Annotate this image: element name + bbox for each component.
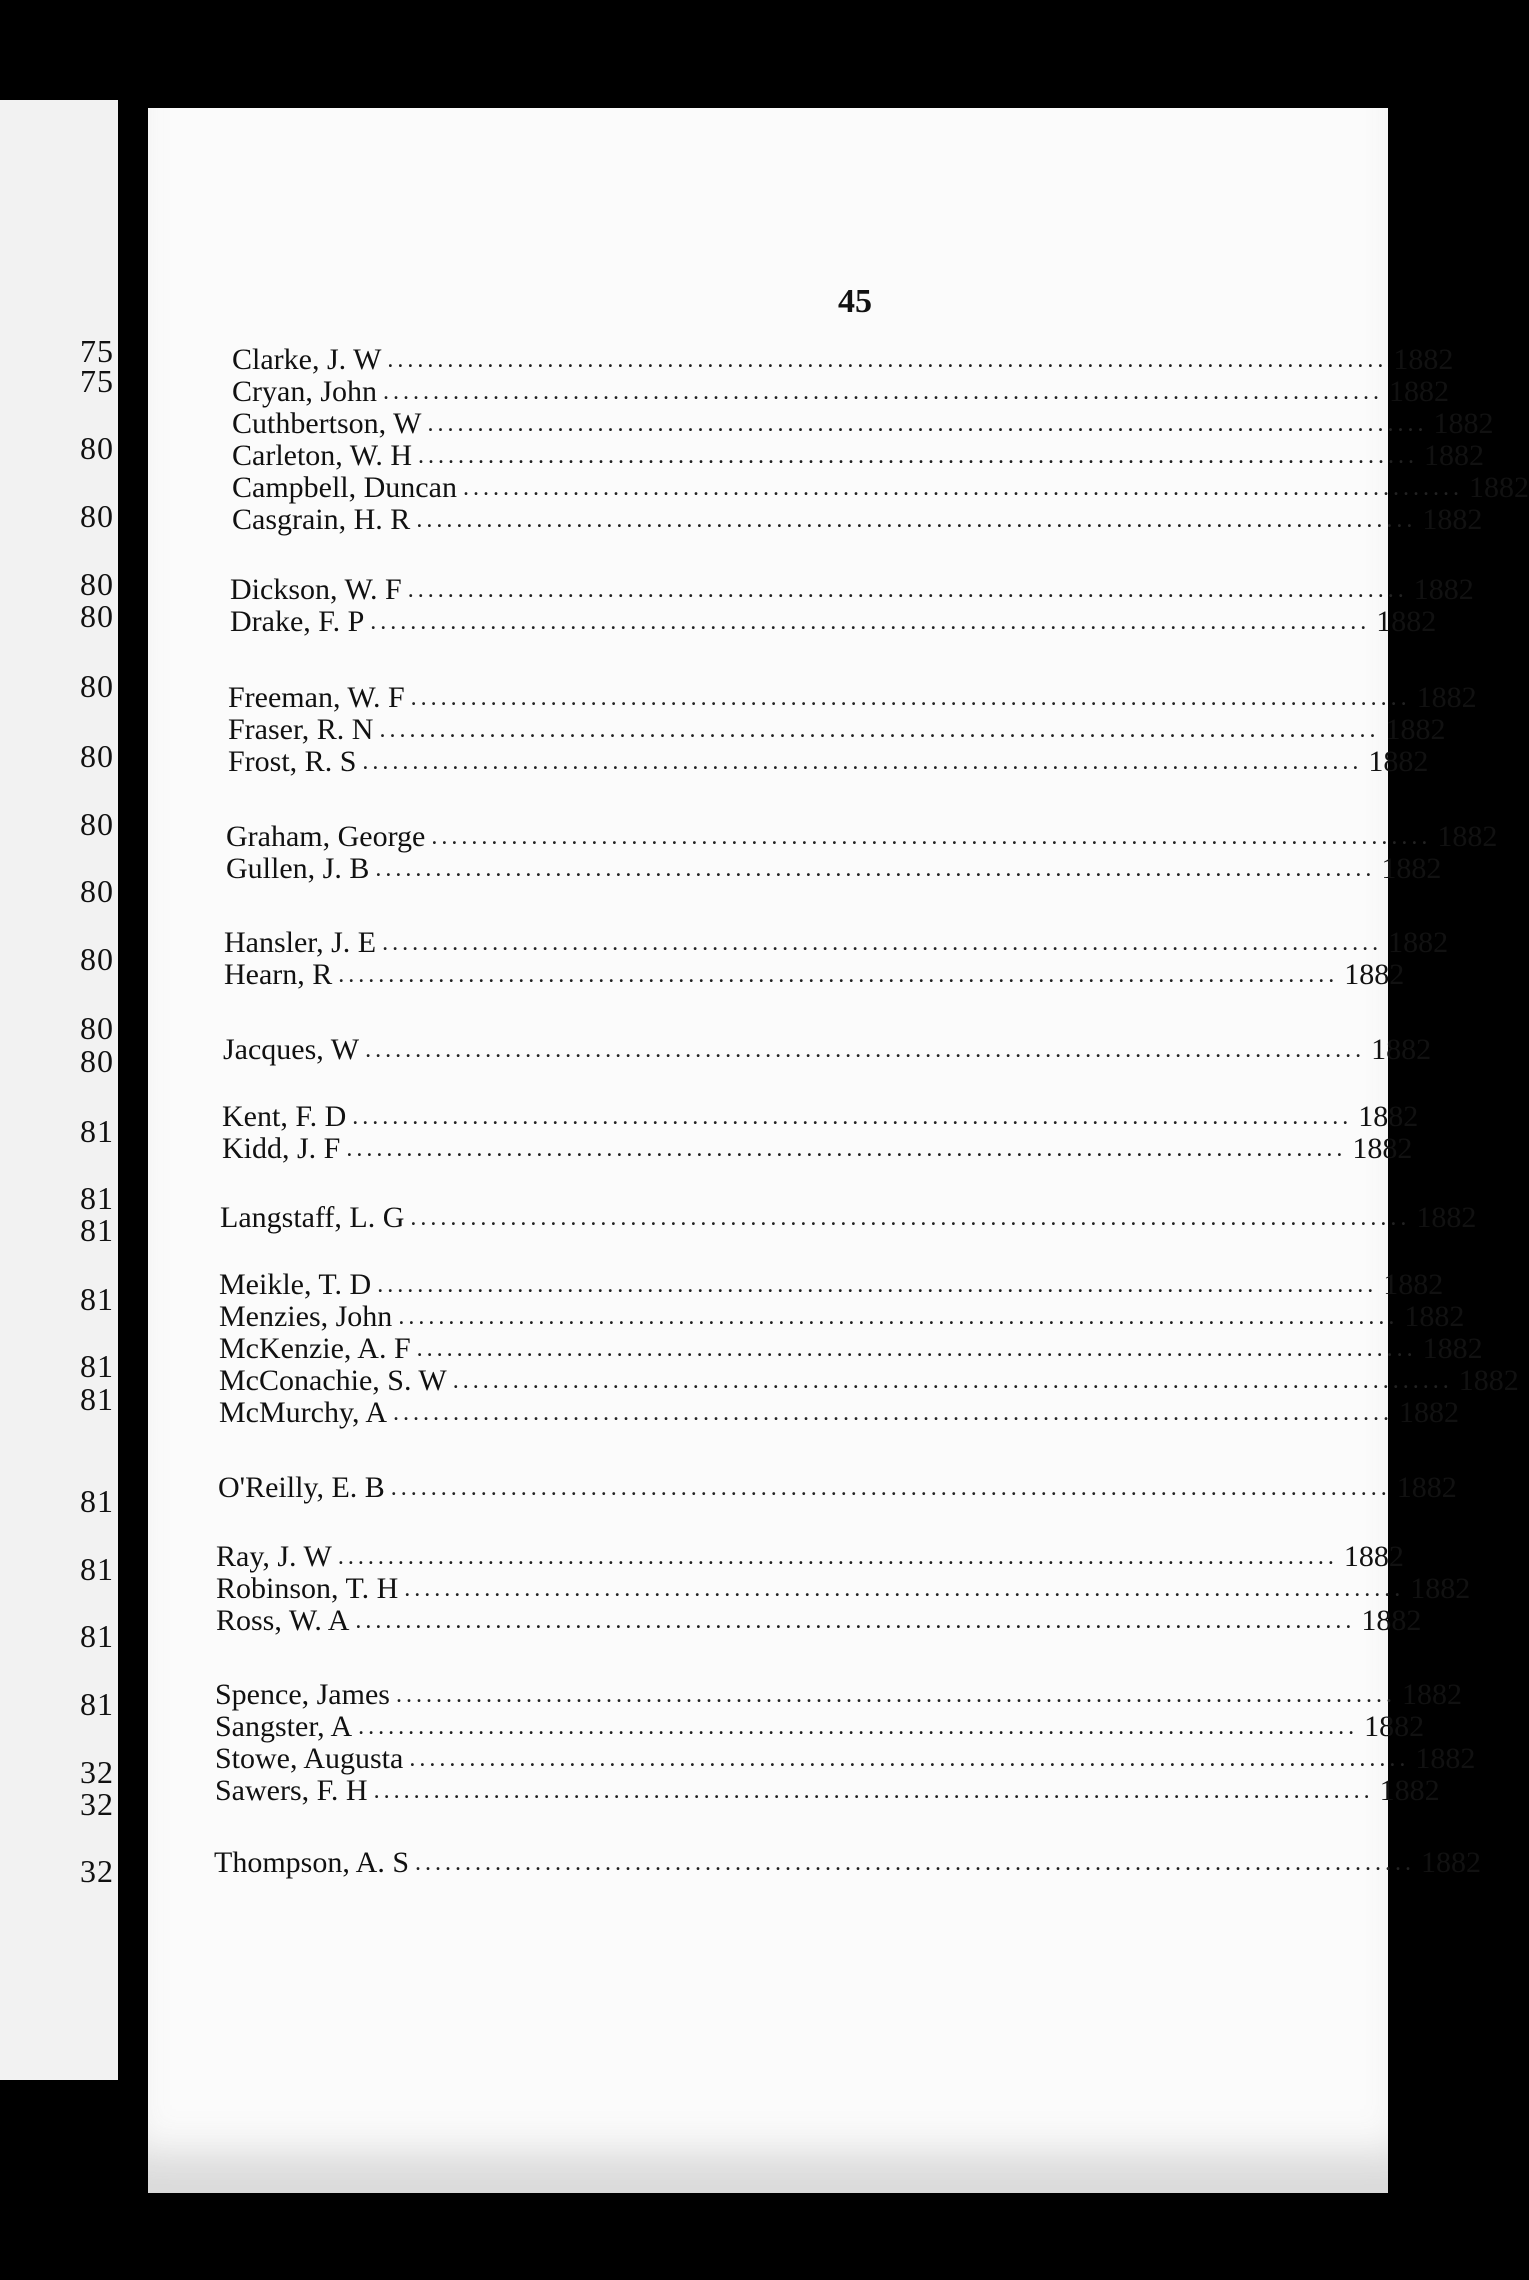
entry-name: Robinson, T. H bbox=[216, 1572, 399, 1605]
list-item bbox=[216, 1604, 1422, 1638]
dot-leader: .................................................................................................... bbox=[387, 347, 1388, 373]
list-item bbox=[220, 1201, 1477, 1235]
left-fragment: 81 bbox=[80, 1381, 114, 1417]
left-fragment: 80 bbox=[80, 941, 114, 977]
dot-leader: .................................................................................................... bbox=[370, 609, 1371, 635]
list-item bbox=[224, 958, 1405, 992]
entry-name: McConachie, S. W bbox=[219, 1364, 447, 1397]
entry-name: Freeman, W. F bbox=[228, 681, 405, 714]
left-fragment: 80 bbox=[80, 668, 114, 704]
entry-year: 1882 bbox=[1388, 926, 1449, 959]
entry-year: 1882 bbox=[1344, 958, 1405, 991]
entry-name: McMurchy, A bbox=[219, 1396, 388, 1429]
dot-leader: .................................................................................................... bbox=[462, 475, 1463, 501]
entry-name: Ray, J. W bbox=[216, 1540, 332, 1573]
entry-name: Menzies, John bbox=[219, 1300, 393, 1333]
entry-name: Cuthbertson, W bbox=[232, 407, 422, 440]
dot-leader: .................................................................................................... bbox=[452, 1368, 1453, 1394]
entry-name: Casgrain, H. R bbox=[232, 503, 411, 536]
dot-leader: .................................................................................................... bbox=[398, 1304, 1399, 1330]
list-item bbox=[223, 1033, 1432, 1067]
entry-name: Ross, W. A bbox=[216, 1604, 350, 1637]
dot-leader: .................................................................................................... bbox=[416, 507, 1417, 533]
list-item bbox=[215, 1710, 1425, 1744]
entry-year: 1882 bbox=[1421, 1846, 1482, 1879]
entry-year: 1882 bbox=[1352, 1132, 1413, 1165]
left-fragment: 81 bbox=[80, 1180, 114, 1216]
entry-year: 1882 bbox=[1379, 1774, 1440, 1807]
entry-year: 1882 bbox=[1433, 407, 1494, 440]
dot-leader: .................................................................................................... bbox=[337, 1544, 1338, 1570]
left-fragment: 32 bbox=[80, 1786, 114, 1822]
left-fragment: 81 bbox=[80, 1618, 114, 1654]
entry-name: Meikle, T. D bbox=[219, 1268, 372, 1301]
entry-name: Frost, R. S bbox=[228, 745, 357, 778]
dot-leader: .................................................................................................... bbox=[395, 1682, 1396, 1708]
entry-year: 1882 bbox=[1393, 343, 1454, 376]
dot-leader: .................................................................................................... bbox=[404, 1576, 1405, 1602]
list-item bbox=[232, 439, 1484, 473]
entry-year: 1882 bbox=[1401, 1678, 1462, 1711]
dot-leader: .................................................................................................... bbox=[346, 1136, 1347, 1162]
entry-year: 1882 bbox=[1437, 820, 1498, 853]
dot-leader: .................................................................................................... bbox=[393, 1400, 1394, 1426]
entry-year: 1882 bbox=[1364, 1710, 1425, 1743]
dot-leader: .................................................................................................... bbox=[415, 1850, 1416, 1876]
left-fragment: 81 bbox=[80, 1483, 114, 1519]
list-item bbox=[232, 343, 1454, 377]
list-item bbox=[230, 573, 1474, 607]
entry-year: 1882 bbox=[1416, 1201, 1477, 1234]
entry-year: 1882 bbox=[1358, 1100, 1419, 1133]
dot-leader: .................................................................................................... bbox=[410, 685, 1411, 711]
dot-leader: .................................................................................................... bbox=[382, 930, 1383, 956]
entry-year: 1882 bbox=[1396, 1471, 1457, 1504]
entry-year: 1882 bbox=[1413, 573, 1474, 606]
list-item bbox=[222, 1132, 1413, 1166]
list-item bbox=[226, 820, 1498, 854]
left-fragment: 80 bbox=[80, 566, 114, 602]
left-fragment: 80 bbox=[80, 738, 114, 774]
entry-year: 1882 bbox=[1404, 1300, 1465, 1333]
entry-year: 1882 bbox=[1368, 745, 1429, 778]
list-item bbox=[224, 926, 1449, 960]
entry-name: Kidd, J. F bbox=[222, 1132, 341, 1165]
left-fragment: 81 bbox=[80, 1686, 114, 1722]
entry-name: O'Reilly, E. B bbox=[218, 1471, 385, 1504]
list-item bbox=[215, 1742, 1476, 1776]
entry-name: Hansler, J. E bbox=[224, 926, 377, 959]
left-fragment: 80 bbox=[80, 873, 114, 909]
entry-year: 1882 bbox=[1381, 852, 1442, 885]
entry-year: 1882 bbox=[1343, 1540, 1404, 1573]
list-item bbox=[226, 852, 1442, 886]
dot-leader: .................................................................................................... bbox=[409, 1746, 1410, 1772]
dot-leader: .................................................................................................... bbox=[416, 1336, 1417, 1362]
entry-name: Langstaff, L. G bbox=[220, 1201, 405, 1234]
dot-leader: .................................................................................................... bbox=[358, 1714, 1359, 1740]
left-fragment: 81 bbox=[80, 1113, 114, 1149]
previous-page-fragment bbox=[0, 100, 118, 2080]
entry-name: Fraser, R. N bbox=[228, 713, 374, 746]
entry-year: 1882 bbox=[1389, 375, 1449, 408]
entry-name: Thompson, A. S bbox=[214, 1846, 410, 1879]
left-fragment: 80 bbox=[80, 806, 114, 842]
list-item bbox=[215, 1678, 1462, 1712]
left-fragment: 80 bbox=[80, 598, 114, 634]
left-fragment: 81 bbox=[80, 1551, 114, 1587]
dot-leader: .................................................................................................... bbox=[338, 962, 1339, 988]
left-fragment: 80 bbox=[80, 1043, 114, 1079]
list-item bbox=[219, 1332, 1483, 1366]
entry-name: Dickson, W. F bbox=[230, 573, 402, 606]
entry-year: 1882 bbox=[1422, 503, 1483, 536]
entry-year: 1882 bbox=[1458, 1364, 1519, 1397]
document-page bbox=[148, 108, 1529, 2193]
dot-leader: .................................................................................................... bbox=[373, 1778, 1374, 1804]
left-fragment: 81 bbox=[80, 1281, 114, 1317]
entry-name: Kent, F. D bbox=[222, 1100, 347, 1133]
entry-year: 1882 bbox=[1424, 439, 1484, 472]
left-fragment: 32 bbox=[80, 1754, 114, 1790]
entry-name: Campbell, Duncan bbox=[232, 471, 457, 504]
left-fragment: 80 bbox=[80, 498, 114, 534]
entry-year: 1882 bbox=[1468, 471, 1529, 504]
entry-year: 1882 bbox=[1415, 1742, 1476, 1775]
left-fragment: 75 bbox=[80, 363, 114, 399]
entry-year: 1882 bbox=[1422, 1332, 1483, 1365]
list-item bbox=[228, 681, 1477, 715]
left-fragment: 81 bbox=[80, 1212, 114, 1248]
entry-name: Cryan, John bbox=[232, 375, 377, 408]
list-item bbox=[228, 713, 1446, 747]
list-item bbox=[214, 1846, 1482, 1880]
entry-name: Hearn, R bbox=[224, 958, 333, 991]
entry-year: 1882 bbox=[1361, 1604, 1422, 1637]
left-fragment: 32 bbox=[80, 1853, 114, 1889]
list-item bbox=[219, 1364, 1519, 1398]
list-item bbox=[222, 1100, 1419, 1134]
dot-leader: .................................................................................................... bbox=[407, 577, 1408, 603]
entry-name: Sangster, A bbox=[215, 1710, 353, 1743]
list-item bbox=[228, 745, 1429, 779]
left-fragment: 80 bbox=[80, 430, 114, 466]
page-number: 45 bbox=[838, 283, 872, 320]
dot-leader: .................................................................................................... bbox=[431, 824, 1432, 850]
dot-leader: .................................................................................................... bbox=[410, 1205, 1411, 1231]
dot-leader: .................................................................................................... bbox=[377, 1272, 1378, 1298]
list-item bbox=[230, 605, 1437, 639]
dot-leader: .................................................................................................... bbox=[375, 856, 1376, 882]
dot-leader: .................................................................................................... bbox=[365, 1037, 1366, 1063]
list-item bbox=[216, 1572, 1471, 1606]
left-fragment: 81 bbox=[80, 1348, 114, 1384]
list-item bbox=[219, 1300, 1465, 1334]
list-item bbox=[232, 407, 1494, 441]
left-fragment: 75 bbox=[80, 333, 114, 369]
entry-year: 1882 bbox=[1416, 681, 1477, 714]
entry-name: Clarke, J. W bbox=[232, 343, 382, 376]
entry-year: 1882 bbox=[1410, 1572, 1471, 1605]
entry-year: 1882 bbox=[1371, 1033, 1432, 1066]
list-item bbox=[216, 1540, 1404, 1574]
list-item bbox=[215, 1774, 1440, 1808]
dot-leader: .................................................................................................... bbox=[355, 1608, 1356, 1634]
entry-year: 1882 bbox=[1385, 713, 1446, 746]
dot-leader: .................................................................................................... bbox=[379, 717, 1380, 743]
list-item bbox=[219, 1268, 1444, 1302]
dot-leader: .................................................................................................... bbox=[362, 749, 1363, 775]
dot-leader: .................................................................................................... bbox=[383, 379, 1383, 405]
left-fragment: 80 bbox=[80, 1010, 114, 1046]
dot-leader: .................................................................................................... bbox=[352, 1104, 1353, 1130]
entry-name: Drake, F. P bbox=[230, 605, 365, 638]
dot-leader: .................................................................................................... bbox=[418, 443, 1418, 469]
entry-year: 1882 bbox=[1399, 1396, 1460, 1429]
entry-year: 1882 bbox=[1376, 605, 1437, 638]
entry-name: Gullen, J. B bbox=[226, 852, 370, 885]
entry-name: Sawers, F. H bbox=[215, 1774, 368, 1807]
entry-name: Stowe, Augusta bbox=[215, 1742, 404, 1775]
entry-name: McKenzie, A. F bbox=[219, 1332, 411, 1365]
list-item bbox=[232, 471, 1529, 505]
dot-leader: .................................................................................................... bbox=[427, 411, 1428, 437]
dot-leader: .................................................................................................... bbox=[390, 1475, 1391, 1501]
list-item bbox=[232, 503, 1483, 537]
entry-name: Spence, James bbox=[215, 1678, 390, 1711]
entry-name: Carleton, W. H bbox=[232, 439, 412, 472]
entry-name: Graham, George bbox=[226, 820, 426, 853]
entry-year: 1882 bbox=[1383, 1268, 1444, 1301]
list-item bbox=[232, 375, 1449, 409]
entry-name: Jacques, W bbox=[223, 1033, 360, 1066]
list-item bbox=[219, 1396, 1460, 1430]
list-item bbox=[218, 1471, 1457, 1505]
